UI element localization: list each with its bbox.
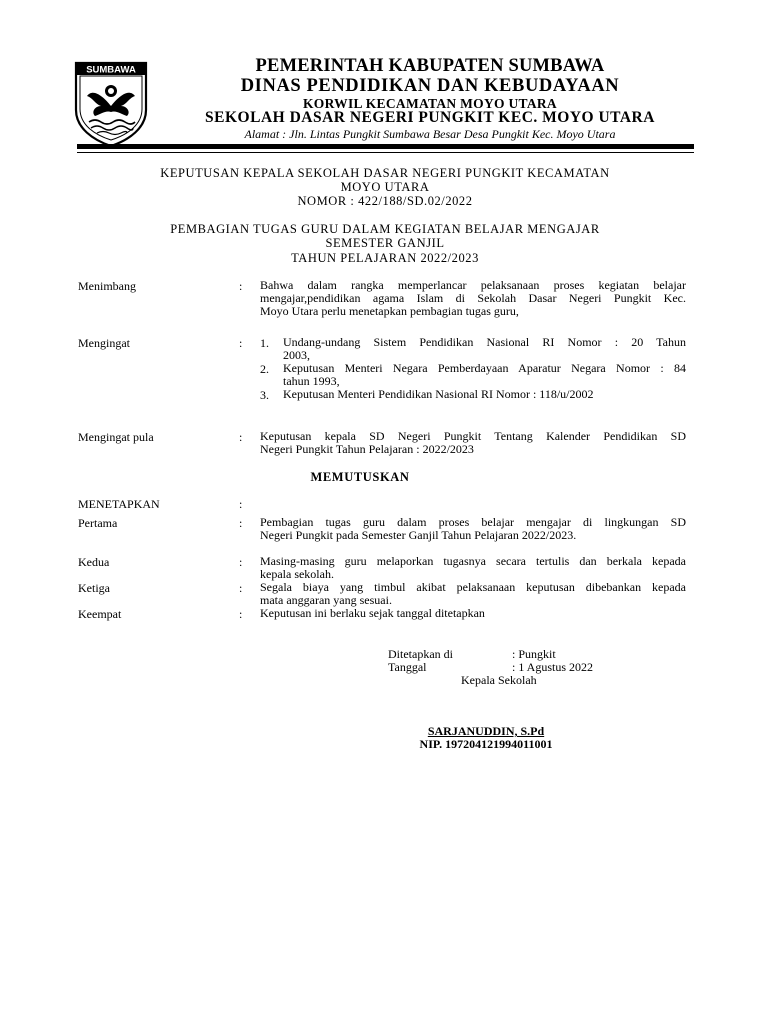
pertama-colon: : bbox=[239, 516, 243, 530]
menimbang-line: Bahwa dalam rangka memperlancar pelaksanaan proses kegiatan belajar bbox=[260, 278, 686, 292]
signatory-nip: NIP. 197204121994011001 bbox=[419, 737, 553, 751]
letterhead-government: PEMERINTAH KABUPATEN SUMBAWA bbox=[255, 56, 605, 76]
mengingat-item-number: 1. bbox=[260, 336, 269, 350]
signature-place-label: Ditetapkan di bbox=[388, 647, 453, 661]
menetapkan-colon: : bbox=[239, 497, 243, 511]
pertama-label: Pertama bbox=[78, 516, 118, 530]
mengingat-item bbox=[283, 362, 686, 388]
keempat-line: Keputusan ini berlaku sejak tanggal ditetapkan bbox=[260, 606, 485, 620]
subject-line-2: SEMESTER GANJIL bbox=[325, 236, 445, 250]
pertama-line: Pembagian tugas guru dalam proses belajar mengajar di lingkungan SD bbox=[260, 515, 686, 529]
menimbang-line: Moyo Utara perlu menetapkan pembagian tugas guru, bbox=[260, 304, 519, 318]
mengingat-pula-line: Negeri Pungkit Tahun Pelajaran : 2022/2023 bbox=[260, 442, 474, 456]
letterhead-address: Alamat : Jln. Lintas Pungkit Sumbawa Besar Desa Pungkit Kec. Moyo Utara bbox=[244, 127, 616, 141]
signature-date-value: : 1 Agustus 2022 bbox=[512, 660, 594, 674]
mengingat-item bbox=[283, 388, 686, 401]
menimbang-label: Menimbang bbox=[78, 279, 136, 293]
kedua-colon: : bbox=[239, 555, 243, 569]
letterhead-rule-thin bbox=[77, 152, 694, 153]
mengingat-item-line: Undang-undang Sistem Pendidikan Nasional RI Nomor : 20 Tahun bbox=[283, 335, 686, 349]
svg-text:SUMBAWA: SUMBAWA bbox=[86, 64, 136, 76]
mengingat-pula-label: Mengingat pula bbox=[78, 430, 154, 444]
decree-title-line-2: MOYO UTARA bbox=[340, 180, 430, 194]
keempat-colon: : bbox=[239, 607, 243, 621]
mengingat-item-line: Keputusan Menteri Pendidikan Nasional RI Nomor : 118/u/2002 bbox=[283, 387, 594, 401]
kedua-line: Masing-masing guru melaporkan tugasnya secara tertulis dan berkala kepada bbox=[260, 554, 686, 568]
mengingat-item-number: 2. bbox=[260, 362, 269, 376]
letterhead-rule-thick bbox=[77, 144, 694, 149]
mengingat-item-line: tahun 1993, bbox=[283, 374, 340, 388]
kedua-text bbox=[260, 555, 686, 581]
pertama-text bbox=[260, 516, 686, 542]
kedua-label: Kedua bbox=[78, 555, 110, 569]
sumbawa-emblem-logo bbox=[73, 60, 149, 148]
mengingat-pula-text bbox=[260, 430, 686, 456]
mengingat-item-line: 2003, bbox=[283, 348, 310, 362]
mengingat-item bbox=[283, 336, 686, 362]
subject-line-1: PEMBAGIAN TUGAS GURU DALAM KEGIATAN BELAJAR MENGAJAR bbox=[170, 222, 600, 236]
kedua-line: kepala sekolah. bbox=[260, 567, 334, 581]
memutuskan-heading: MEMUTUSKAN bbox=[310, 470, 410, 484]
signatory-name: SARJANUDDIN, S.Pd bbox=[427, 724, 545, 738]
subject-line-3: TAHUN PELAJARAN 2022/2023 bbox=[291, 251, 479, 265]
mengingat-item-number: 3. bbox=[260, 388, 269, 402]
mengingat-pula-line: Keputusan kepala SD Negeri Pungkit Tentang Kalender Pendidikan SD bbox=[260, 429, 686, 443]
mengingat-pula-colon: : bbox=[239, 430, 243, 444]
signature-date-label: Tanggal bbox=[388, 660, 427, 674]
signature-place-value: : Pungkit bbox=[512, 647, 556, 661]
decree-title-line-1: KEPUTUSAN KEPALA SEKOLAH DASAR NEGERI PUNGKIT KECAMATAN bbox=[160, 166, 610, 180]
keempat-text bbox=[260, 607, 686, 620]
ketiga-text bbox=[260, 581, 686, 607]
menetapkan-label: MENETAPKAN bbox=[78, 497, 160, 511]
keempat-label: Keempat bbox=[78, 607, 122, 621]
pertama-line: Negeri Pungkit pada Semester Ganjil Tahun Pelajaran 2022/2023. bbox=[260, 528, 577, 542]
ketiga-line: Segala biaya yang timbul akibat pelaksanaan keputusan dibebankan kepada bbox=[260, 580, 686, 594]
decree-number: NOMOR : 422/188/SD.02/2022 bbox=[297, 194, 473, 208]
mengingat-item-line: Keputusan Menteri Negara Pemberdayaan Aparatur Negara Nomor : 84 bbox=[283, 361, 686, 375]
letterhead-district: KORWIL KECAMATAN MOYO UTARA bbox=[302, 96, 557, 111]
ketiga-label: Ketiga bbox=[78, 581, 110, 595]
letterhead-school: SEKOLAH DASAR NEGERI PUNGKIT KEC. MOYO UTARA bbox=[205, 109, 655, 126]
mengingat-colon: : bbox=[239, 336, 243, 350]
ketiga-colon: : bbox=[239, 581, 243, 595]
mengingat-label: Mengingat bbox=[78, 336, 130, 350]
menimbang-text bbox=[260, 279, 686, 318]
ketiga-line: mata anggaran yang sesuai. bbox=[260, 593, 392, 607]
menimbang-line: mengajar,pendidikan agama Islam di Sekolah Dasar Negeri Pungkit Kec. bbox=[260, 291, 686, 305]
letterhead-department: DINAS PENDIDIKAN DAN KEBUDAYAAN bbox=[240, 76, 620, 96]
signature-position: Kepala Sekolah bbox=[461, 673, 537, 687]
menimbang-colon: : bbox=[239, 279, 243, 293]
